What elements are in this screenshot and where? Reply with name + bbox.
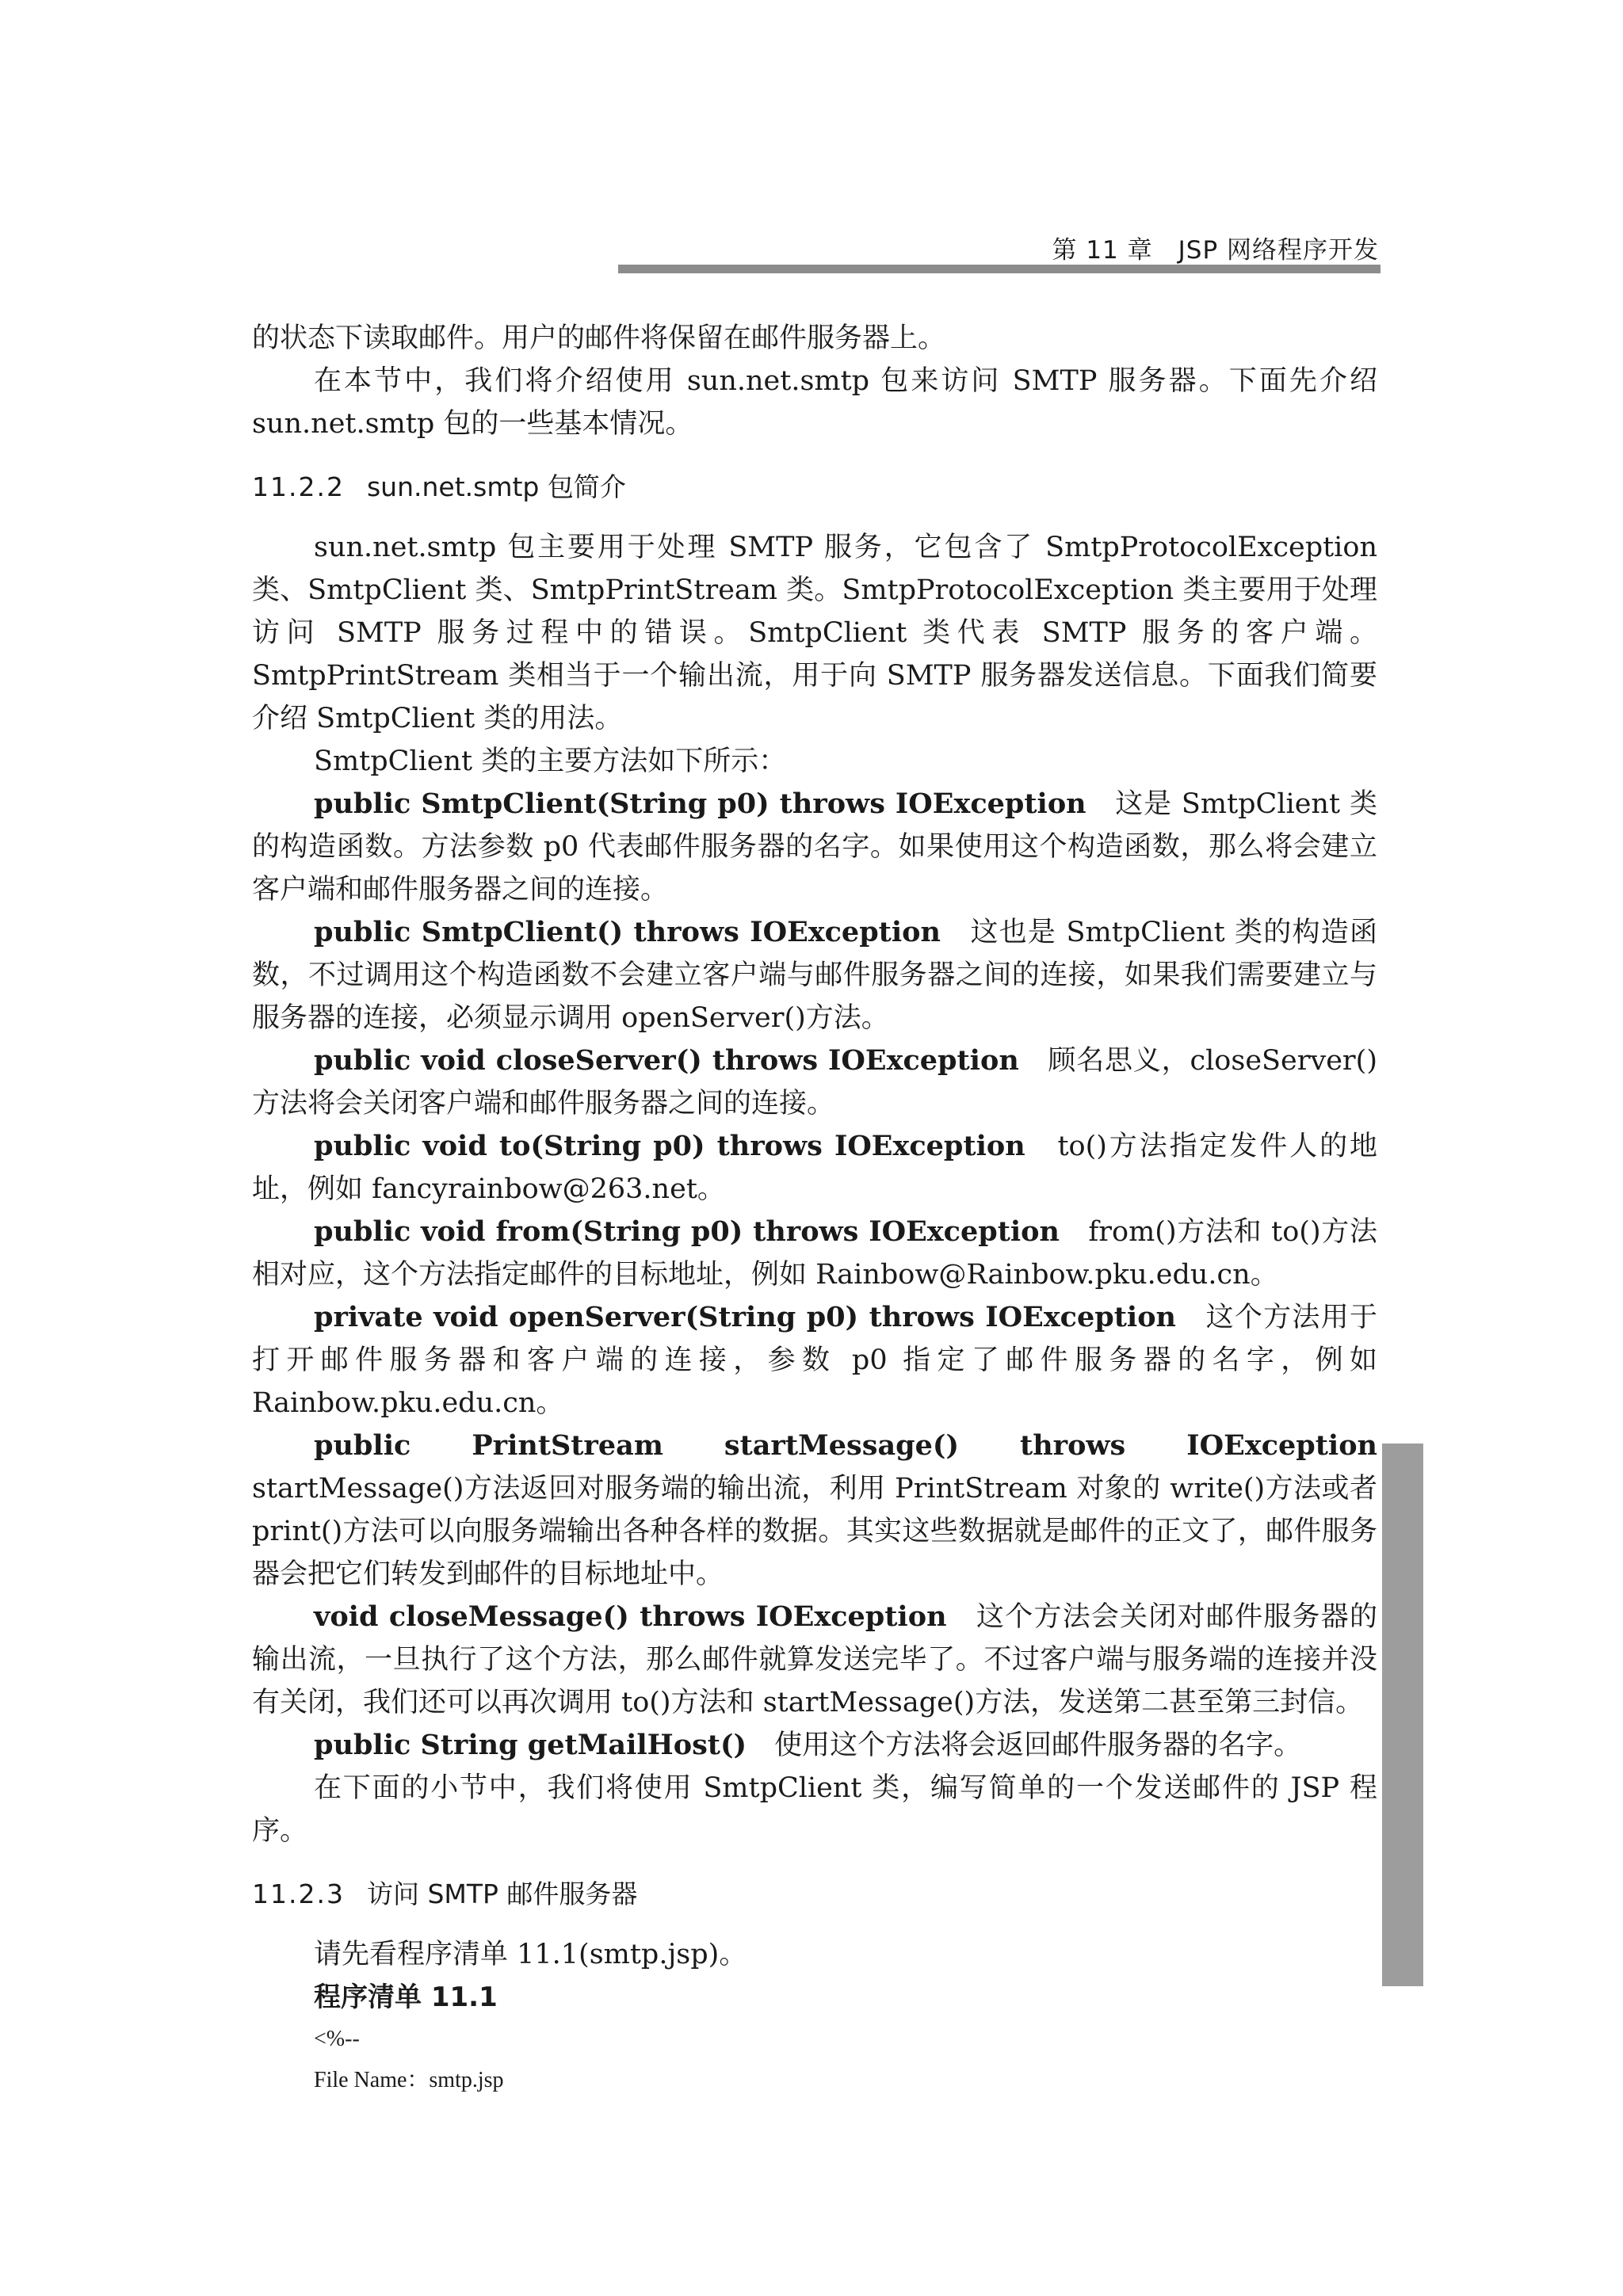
method-signature: public String getMailHost() [314, 1729, 747, 1761]
paragraph-next-section-intro: 在下面的小节中，我们将使用 SmtpClient 类，编写简单的一个发送邮件的 JSP 程序。 [252, 1772, 1377, 1847]
page-edge-tab [1382, 1444, 1423, 1986]
paragraph-package-overview: sun.net.smtp 包主要用于处理 SMTP 服务，它包含了 SmtpProtocolException 类、SmtpClient 类、SmtpPrintStream 类。SmtpProtocolException 类主要用于处理访问 SMTP 服务过程中的错误。SmtpClient 类代表 SMTP 服务的客户端。SmtpPrintStream 类相当于一个输出流，用于向 SMTP 服务器发送信息。下面我们简要介绍 SmtpClient 类的用法。 [252, 532, 1377, 734]
paragraph-continued: 的状态下读取邮件。用户的邮件将保留在邮件服务器上。 [252, 322, 946, 354]
method-description: 这个方法用于打开邮件服务器和客户端的连接，参数 p0 指定了邮件服务器的名字，例如 Rainbow.pku.edu.cn。 [252, 1302, 1377, 1419]
paragraph-listing-intro: 请先看程序清单 11.1(smtp.jsp)。 [314, 1939, 747, 1970]
method-entry [252, 1724, 1377, 1767]
section-heading-11-2-3 [252, 1873, 1377, 1916]
chapter-header-title: 第 11 章 JSP 网络程序开发 [1052, 236, 1379, 265]
code-line: <%-- [314, 2027, 360, 2051]
method-entry [252, 911, 1377, 1039]
method-signature: public PrintStream startMessage() throws IOException [314, 1429, 1377, 1462]
method-entry [252, 1125, 1377, 1211]
page-body [252, 317, 1377, 2101]
method-signature: void closeMessage() throws IOException [314, 1600, 947, 1633]
section-heading-11-2-2 [252, 466, 1377, 509]
method-entry [252, 1596, 1377, 1724]
method-signature: public void from(String p0) throws IOException [314, 1215, 1060, 1248]
method-description: 这是 SmtpClient 类的构造函数。方法参数 p0 代表邮件服务器的名字。如果使用这个构造函数，那么将会建立客户端和邮件服务器之间的连接。 [252, 788, 1377, 906]
code-line: File Name：smtp.jsp [314, 2068, 504, 2092]
section-title: sun.net.smtp 包简介 [366, 471, 626, 502]
method-signature: public void closeServer() throws IOException [314, 1044, 1019, 1077]
paragraph-intro: 在本节中，我们将介绍使用 sun.net.smtp 包来访问 SMTP 服务器。下面先介绍 sun.net.smtp 包的一些基本情况。 [252, 365, 1377, 440]
method-description: startMessage()方法返回对服务端的输出流，利用 PrintStream 对象的 write()方法或者 print()方法可以向服务端输出各种各样的数据。其实这些数据就是邮件的正文了，邮件服务器会把它们转发到邮件的目标地址中。 [252, 1473, 1377, 1590]
method-signature: private void openServer(String p0) throws IOException [314, 1301, 1176, 1333]
method-entry [252, 1039, 1377, 1125]
section-number: 11.2.3 [252, 1878, 345, 1909]
method-description: 这个方法会关闭对邮件服务器的输出流，一旦执行了这个方法，那么邮件就算发送完毕了。不过客户端与服务端的连接并没有关闭，我们还可以再次调用 to()方法和 startMessage()方法，发送第二甚至第三封信。 [252, 1601, 1377, 1718]
method-entry [252, 1425, 1377, 1596]
paragraph-methods-intro: SmtpClient 类的主要方法如下所示： [314, 746, 787, 777]
section-title: 访问 SMTP 邮件服务器 [366, 1878, 638, 1909]
method-description: 顾名思义，closeServer()方法将会关闭客户端和邮件服务器之间的连接。 [252, 1045, 1377, 1119]
method-signature: public SmtpClient() throws IOException [314, 916, 941, 948]
method-entry [252, 1211, 1377, 1296]
section-number: 11.2.2 [252, 471, 345, 502]
method-description: 使用这个方法将会返回邮件服务器的名字。 [774, 1730, 1302, 1761]
method-entry [252, 1296, 1377, 1425]
listing-title: 程序清单 11.1 [314, 1981, 498, 2013]
method-description: 这也是 SmtpClient 类的构造函数，不过调用这个构造函数不会建立客户端与邮件服务器之间的连接，如果我们需要建立与服务器的连接，必须显示调用 openServer()方法。 [252, 917, 1378, 1034]
method-description: from()方法和 to()方法相对应，这个方法指定邮件的目标地址，例如 Rainbow@Rainbow.pku.edu.cn。 [252, 1216, 1377, 1291]
header-rule [618, 265, 1381, 273]
method-entry [252, 783, 1377, 911]
method-description: to()方法指定发件人的地址，例如 fancyrainbow@263.net。 [252, 1131, 1377, 1205]
method-signature: public SmtpClient(String p0) throws IOException [314, 788, 1086, 820]
method-signature: public void to(String p0) throws IOException [314, 1130, 1025, 1162]
